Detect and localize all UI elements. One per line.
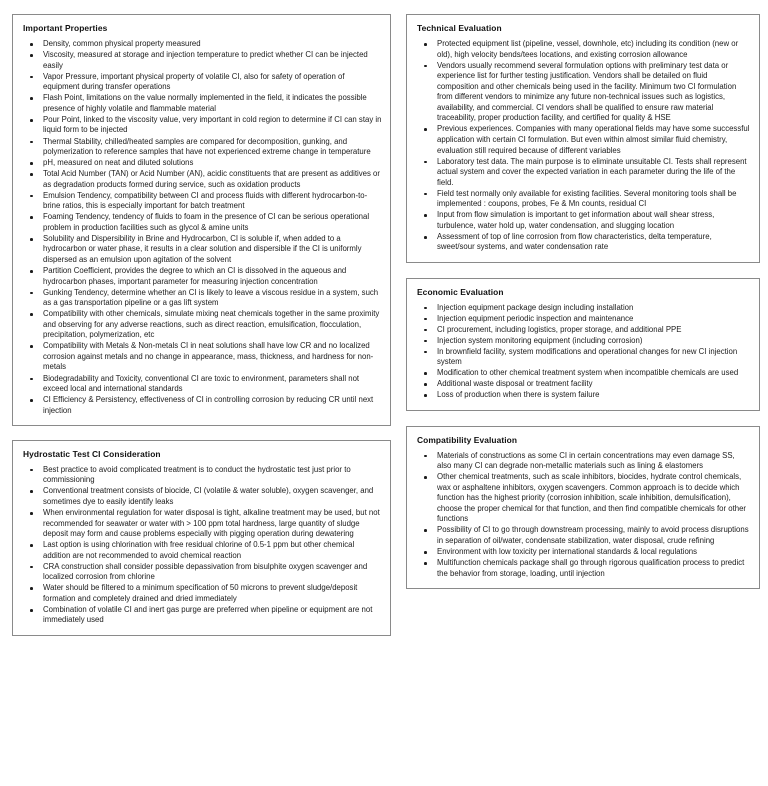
panel-gap [406, 263, 760, 278]
panel-title-important-properties: Important Properties [23, 23, 108, 33]
list-item: Density, common physical property measured [21, 39, 382, 50]
list-item: Solubility and Dispersibility in Brine and Hydrocarbon, CI is soluble if, when added to a hydrocarbon or water phase, it results in a clear solution and dispersible if the CI is uniformly dispersed as an emulsion upon agitation of the solvent [21, 234, 382, 266]
list-item: Best practice to avoid complicated treatment is to conduct the hydrostatic test just prior to commissioning [21, 465, 382, 486]
list-item: Materials of constructions as some CI in certain concentrations may even damage SS, also many CI can degrade non-metallic materials such as lining & elastomers [415, 451, 751, 472]
list-item: Compatibility with Metals & Non-metals CI in neat solutions shall have low CR and no localized corrosion against metals and no change in appearance, mass, thickness, and hardness for non-metals [21, 341, 382, 373]
bullet-list-compatibility-evaluation [415, 451, 751, 580]
panel-technical-evaluation [406, 14, 760, 263]
panel-important-properties [12, 14, 391, 426]
panel-economic-evaluation [406, 278, 760, 411]
list-item: Injection system monitoring equipment (including corrosion) [415, 336, 751, 347]
list-item: Biodegradability and Toxicity, conventional CI are toxic to environment, parameters shall not exceed local and international standards [21, 374, 382, 395]
panel-title-technical-evaluation: Technical Evaluation [417, 23, 502, 33]
list-item: CI procurement, including logistics, proper storage, and additional PPE [415, 325, 751, 336]
list-item: Other chemical treatments, such as scale inhibitors, biocides, hydrate control chemicals, wax or asphaltene inhibitors, oxygen scavengers. Common approach is to decide which function has the highest priority (corrosion inhibition, scale inhibition, demulsification), choose the proper chemical for that function, and then find compatible chemicals for other functions [415, 472, 751, 525]
list-item: Vapor Pressure, important physical property of volatile CI, also for safety of operation of equipment during transfer operations [21, 72, 382, 93]
list-item: Water should be filtered to a minimum specification of 50 microns to prevent sludge/deposit formation and completely drained and dried immediately [21, 583, 382, 604]
bullet-list-hydrostatic-test [21, 465, 382, 626]
list-item: Laboratory test data. The main purpose is to eliminate unsuitable CI. Tests shall represent actual system and cover the expected variation in each parameter during the life of the field. [415, 157, 751, 189]
list-item: Vendors usually recommend several formulation options with preliminary test data or experience list for further testing justification. Vendors shall be detailed on fluid composition and other chemicals being used in the facility. Minimum two CI formulation from different vendors to minimize any future non-technical issues such as logistics, availability, and commercial. CI vendors shall be qualified to ensure raw material traceability, proper production facility, and certified for quality & HSE [415, 61, 751, 124]
list-item: When environmental regulation for water disposal is tight, alkaline treatment may be used, but not recommended for seawater or water with > 100 ppm total hardness, large quantity of sludge deposit may form and cause problems especially with pigging operation during dewatering [21, 508, 382, 540]
list-item: Multifunction chemicals package shall go through rigorous qualification process to predict the behavior from storage, loading, until injection [415, 558, 751, 579]
list-item: Total Acid Number (TAN) or Acid Number (AN), acidic constituents that are present as additives or as degradation products formed during service, such as oxidation products [21, 169, 382, 190]
list-item: Additional waste disposal or treatment facility [415, 379, 751, 390]
list-item: CRA construction shall consider possible depassivation from bisulphite oxygen scavenger and localized corrosion from chlorine [21, 562, 382, 583]
list-item: Flash Point, limitations on the value normally implemented in the field, it indicates the possible presence of highly volatile and flammable material [21, 93, 382, 114]
list-item: Partition Coefficient, provides the degree to which an CI is dissolved in the aqueous and hydrocarbon phases, important parameter for measuring injection concentration [21, 266, 382, 287]
bullet-list-technical-evaluation [415, 39, 751, 253]
list-item: Pour Point, linked to the viscosity value, very important in cold region to determine if CI can stay in liquid form to be injected [21, 115, 382, 136]
list-item: Last option is using chlorination with free residual chlorine of 0.5-1 ppm but other chemical addition are not recommended to avoid chemical reaction [21, 540, 382, 561]
bullet-list-economic-evaluation [415, 303, 751, 401]
list-item: Input from flow simulation is important to get information about wall shear stress, turbulence, water hold up, water condensation, and slugging location [415, 210, 751, 231]
list-item: Viscosity, measured at storage and injection temperature to predict whether CI can be injected easily [21, 50, 382, 71]
bullet-list-important-properties [21, 39, 382, 416]
list-item: Previous experiences. Companies with many operational fields may have some successful application with certain CI formulation. But even within almost similar fluid chemistry, evaluation still required because of different variables [415, 124, 751, 156]
list-item: Injection equipment package design including installation [415, 303, 751, 314]
panel-title-compatibility-evaluation: Compatibility Evaluation [417, 434, 518, 445]
panel-title-hydrostatic-test-ci-consideration: Hydrostatic Test CI Consideration [23, 448, 161, 459]
list-item: CI Efficiency & Persistency, effectiveness of CI in controlling corrosion by reducing CR until next injection [21, 395, 382, 416]
list-item: Emulsion Tendency, compatibility between CI and process fluids with different hydrocarbon-to-brine ratios, this is especially important for batch treatment [21, 191, 382, 212]
panel-gap [12, 426, 391, 440]
list-item: Possibility of CI to go through downstream processing, mainly to avoid process disruptions in separation of oil/water, condensate stabilization, water disposal, crude refining [415, 525, 751, 546]
list-item: Foaming Tendency, tendency of fluids to foam in the presence of CI can be serious operational problem in production facilities such as glycol & amine units [21, 212, 382, 233]
list-item: Combination of volatile CI and inert gas purge are preferred when pipeline or equipment are not immediately used [21, 605, 382, 626]
list-item: Gunking Tendency, determine whether an CI is likely to leave a viscous residue in a system, such as a gas transportation pipeline or a gas lift system [21, 288, 382, 309]
panel-title-economic-evaluation: Economic Evaluation [417, 286, 504, 297]
list-item: In brownfield facility, system modifications and operational changes for new CI injection system [415, 347, 751, 368]
list-item: Compatibility with other chemicals, simulate mixing neat chemicals together in the same proximity and observing for any adverse reactions, such as direct reaction, emulsification, flocculation, precipitation, polymerization, etc [21, 309, 382, 341]
list-item: Field test normally only available for existing facilities. Several monitoring tools shall be implemented : coupons, probes, Fe & Mn counts, residual CI [415, 189, 751, 210]
list-item: pH, measured on neat and diluted solutions [21, 158, 382, 169]
list-item: Environment with low toxicity per international standards & local regulations [415, 547, 751, 558]
list-item: Modification to other chemical treatment system when incompatible chemicals are used [415, 368, 751, 379]
panel-compatibility-evaluation [406, 426, 760, 589]
list-item: Thermal Stability, chilled/heated samples are compared for decomposition, gunking, and polymerization to reference samples that have not experienced extreme change in temperature [21, 137, 382, 158]
list-item: Assessment of top of line corrosion from flow characteristics, delta temperature, sweet/sour systems, and water condensation rate [415, 232, 751, 253]
list-item: Conventional treatment consists of biocide, CI (volatile & water soluble), oxygen scavenger, and sometimes dye to easily identify leaks [21, 486, 382, 507]
list-item: Loss of production when there is system failure [415, 390, 751, 401]
panel-gap [406, 411, 760, 426]
panel-hydrostatic-test-ci-consideration [12, 440, 391, 636]
list-item: Protected equipment list (pipeline, vessel, downhole, etc) including its condition (new or old), high velocity bends/tees locations, and existing corrosion allowance [415, 39, 751, 60]
left-column [12, 14, 391, 636]
right-column [406, 14, 760, 589]
list-item: Injection equipment periodic inspection and maintenance [415, 314, 751, 325]
